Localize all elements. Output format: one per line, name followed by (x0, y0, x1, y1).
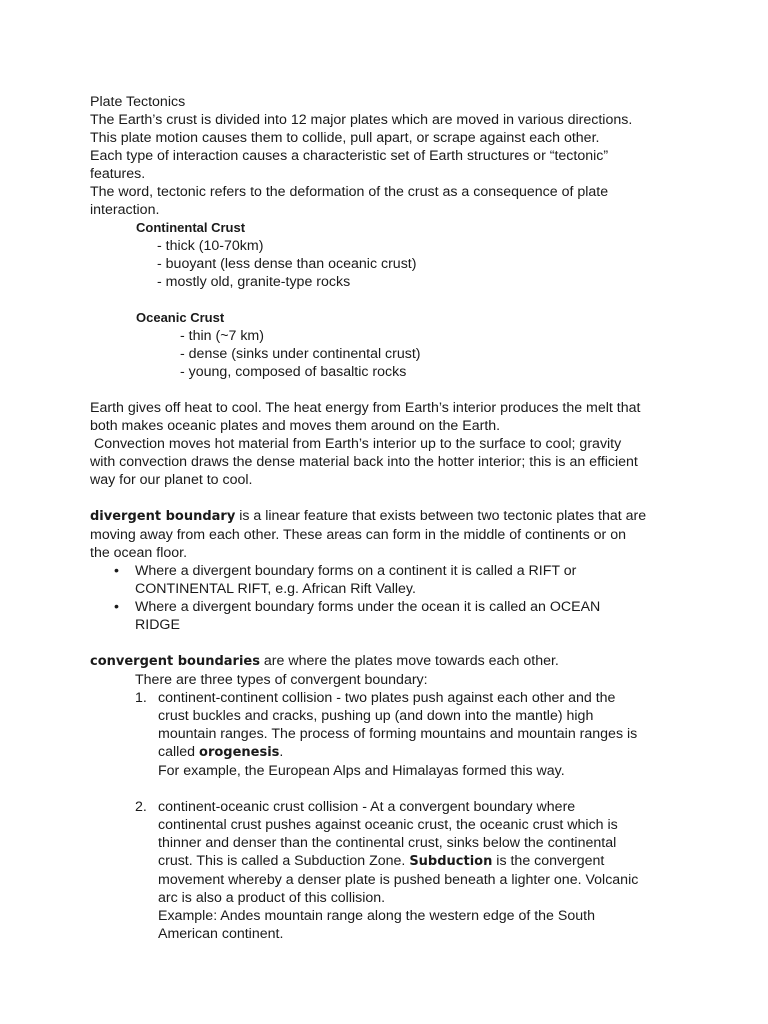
list-line: Example: Andes mountain range along the western edge of the South (158, 908, 595, 924)
intro-line: The Earth’s crust is divided into 12 major plates which are moved in various directions. (90, 112, 633, 128)
list-text: called (158, 744, 200, 760)
divergent-paragraph-line (90, 507, 690, 526)
intro-line: The word, tectonic refers to the deformation of the crust as a consequence of plate (90, 184, 609, 200)
list-line: continent-continent collision - two plates push against each other and the (158, 690, 616, 706)
divergent-paragraph-line: moving away from each other. These areas can form in the middle of continents or on (90, 527, 626, 543)
continental-crust-heading: Continental Crust (136, 220, 246, 235)
list-line (158, 852, 690, 871)
bullet-icon: • (114, 563, 119, 579)
convergent-intro: There are three types of convergent boundary: (135, 672, 428, 688)
list-text: crust. This is called a Subduction Zone. (158, 853, 410, 869)
bullet-icon: • (114, 599, 119, 615)
intro-line: This plate motion causes them to collide, pull apart, or scrape against each other. (90, 130, 600, 146)
list-line (158, 743, 690, 762)
bullet-line: RIDGE (135, 617, 180, 633)
oceanic-crust-item: - dense (sinks under continental crust) (180, 346, 421, 362)
oceanic-crust-heading: Oceanic Crust (136, 310, 225, 325)
bullet-line: Where a divergent boundary forms on a continent it is called a RIFT or (135, 563, 577, 579)
list-text: is the convergent (492, 853, 605, 869)
convergent-list-item-1 (135, 689, 690, 780)
divergent-paragraph-line: the ocean floor. (90, 545, 188, 561)
spacer (90, 381, 690, 399)
list-number: 1. (135, 690, 147, 706)
divergent-bullet-item (114, 598, 690, 634)
list-line: thinner and denser than the continental crust, sinks below the continental (158, 835, 617, 851)
list-line: crust buckles and cracks, pushing up (and down into the mantle) high (158, 708, 594, 724)
list-line: mountain ranges. The process of forming mountains and mountain ranges is (158, 726, 638, 742)
divergent-line-text: is a linear feature that exists between two tectonic plates that are (235, 508, 647, 524)
list-line: continental crust pushes against oceanic crust, the oceanic crust which is (158, 817, 618, 833)
list-line: continent-oceanic crust collision - At a convergent boundary where (158, 799, 576, 815)
orogenesis-term: orogenesis (199, 745, 280, 760)
heat-line: both makes oceanic plates and moves them around on the Earth. (90, 418, 501, 434)
list-text: . (279, 744, 284, 760)
list-line: arc is also a product of this collision. (158, 890, 386, 906)
spacer (90, 291, 690, 309)
list-number: 2. (135, 799, 147, 815)
intro-line: Each type of interaction causes a characteristic set of Earth structures or “tectonic” (90, 148, 609, 164)
heat-line: with convection draws the dense material back into the hotter interior; this is an efficient (90, 454, 638, 470)
list-line: American continent. (158, 926, 284, 942)
convergent-boundaries-term: convergent boundaries (90, 654, 260, 669)
oceanic-crust-item: - thin (~7 km) (180, 328, 264, 344)
list-line: movement whereby a denser plate is pushed beneath a lighter one. Volcanic (158, 872, 639, 888)
continental-crust-item: - buoyant (less dense than oceanic crust) (157, 256, 417, 272)
heat-line: way for our planet to cool. (90, 472, 253, 488)
spacer (90, 489, 690, 507)
divergent-boundary-term: divergent boundary (90, 509, 236, 524)
spacer (90, 780, 690, 798)
heat-line: Convection moves hot material from Earth’s interior up to the surface to cool; gravity (90, 436, 622, 452)
document-title: Plate Tectonics (90, 94, 186, 110)
convergent-list-item-2 (135, 798, 690, 943)
continental-crust-item: - thick (10-70km) (157, 238, 264, 254)
convergent-paragraph-line (90, 652, 690, 671)
convergent-line-text: are where the plates move towards each other. (259, 653, 559, 669)
list-line: For example, the European Alps and Himalayas formed this way. (158, 763, 565, 779)
heat-line: Earth gives off heat to cool. The heat energy from Earth’s interior produces the melt that (90, 400, 641, 416)
oceanic-crust-item: - young, composed of basaltic rocks (180, 364, 407, 380)
document-page (90, 93, 690, 943)
spacer (90, 634, 690, 652)
intro-line: interaction. (90, 202, 160, 218)
subduction-term: Subduction (409, 854, 493, 869)
continental-crust-item: - mostly old, granite-type rocks (157, 274, 351, 290)
bullet-line: CONTINENTAL RIFT, e.g. African Rift Valley. (135, 581, 416, 597)
divergent-bullet-item (114, 562, 690, 598)
intro-line: features. (90, 166, 146, 182)
bullet-line: Where a divergent boundary forms under the ocean it is called an OCEAN (135, 599, 601, 615)
